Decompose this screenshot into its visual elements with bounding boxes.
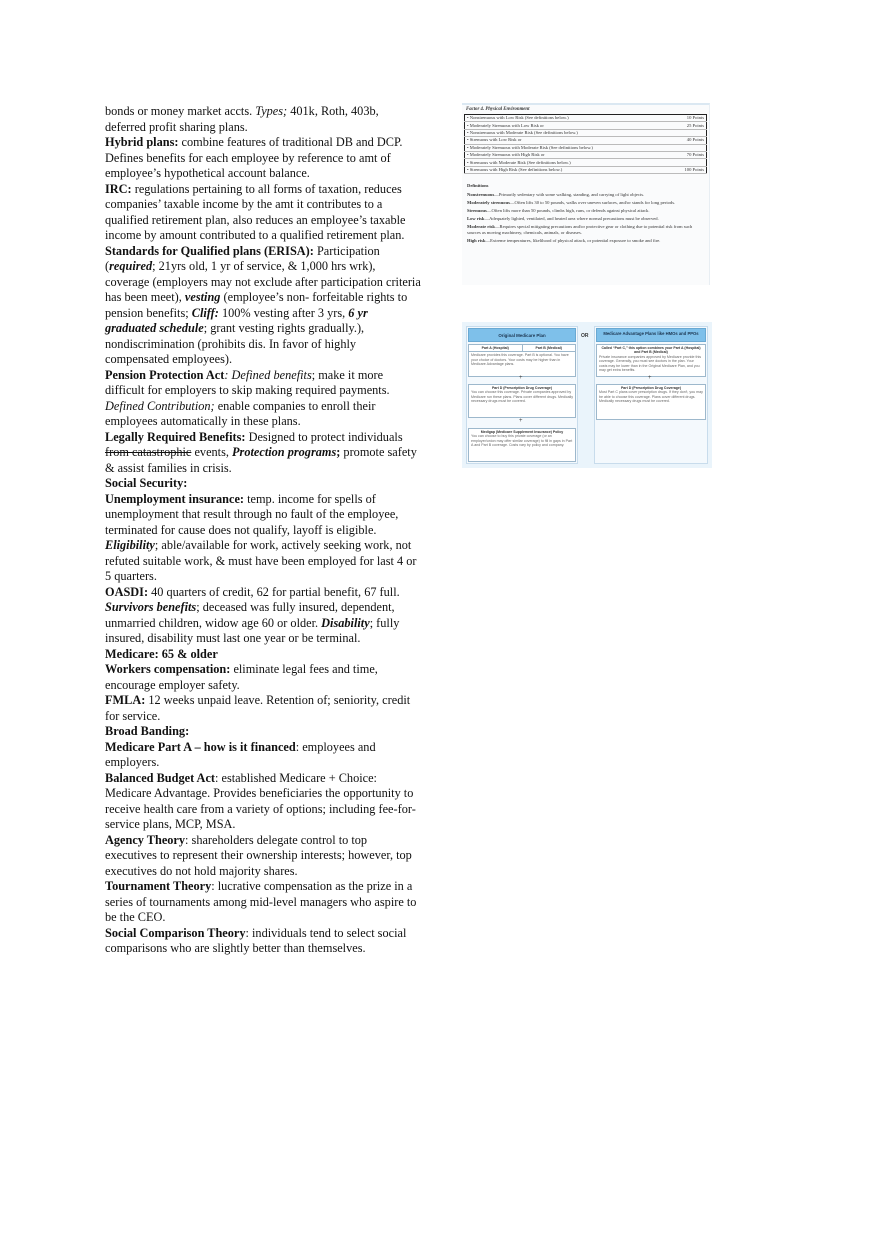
paragraph-fmla: FMLA: 12 weeks unpaid leave. Retention of; seniority, credit for service. bbox=[105, 693, 411, 723]
paragraph-savings-types: bonds or money market accts. Types; 401k, Roth, 403b, deferred profit sharing plans. bbox=[105, 104, 379, 134]
points-table bbox=[464, 114, 707, 174]
part-a-title: Part A (Hospital) bbox=[469, 345, 523, 351]
definition-term: Low risk bbox=[467, 216, 485, 222]
definition-item bbox=[467, 200, 707, 206]
row-label: • Moderately Strenuous with Moderate Risk (See definitions below.) bbox=[465, 144, 673, 151]
part-d-box-left bbox=[468, 384, 576, 418]
table-row bbox=[465, 137, 707, 144]
definition-term: Moderately strenuous bbox=[467, 200, 510, 206]
row-label: • Nonstrenuous with Low Risk (See definitions below.) bbox=[465, 115, 673, 122]
plus-sign: + bbox=[519, 375, 523, 381]
row-points: 10 Points bbox=[673, 115, 707, 122]
row-points: 40 Points bbox=[673, 137, 707, 144]
part-c-title: Called “Part C,” this option combines your Part A (Hospital) and Part B (Medical) bbox=[601, 346, 701, 355]
definition-item bbox=[467, 208, 707, 214]
paragraph-social-comparison-theory: Social Comparison Theory: individuals tend to select social comparisons who are slightly better than themselves. bbox=[105, 925, 407, 955]
paragraph-medicare-part-a: Medicare Part A – how is it financed: employees and employers. bbox=[105, 739, 376, 769]
paragraph-erisa: Standards for Qualified plans (ERISA): Participation (required; 21yrs old, 1 yr of service, & 1,000 hrs wrk), coverage (employers may not exclude after participation criteria has been meet), vesting (employee’s non- forfeitable rights to pension benefits; Cliff: 100% vesting after 3 yrs, 6 yr graduated schedule; grant vesting rights gradually.), nondiscrimination (prohibits dis. In favor of highly compensated employees). bbox=[105, 243, 421, 366]
definition-text: —Extreme temperatures, likelihood of physical attack, or potential exposure to smoke and fire. bbox=[485, 238, 661, 244]
row-label: • Strenuous with High Risk (See definitions below.) bbox=[465, 166, 673, 173]
paragraph-legally-required-benefits: Legally Required Benefits: Designed to protect individuals from catastrophic events, Protection programs; promote safety & assist families in crisis. bbox=[105, 429, 417, 475]
part-a-b-header-row bbox=[469, 345, 575, 352]
plus-sign: + bbox=[648, 375, 652, 381]
part-d-title-right: Part D (Prescription Drug Coverage) bbox=[620, 386, 682, 390]
notes-column bbox=[105, 104, 421, 957]
row-points: 100 Points bbox=[673, 166, 707, 173]
row-points: 25 Points bbox=[673, 122, 707, 129]
row-label: • Strenuous with Moderate Risk (See definitions below.) bbox=[465, 159, 673, 166]
part-a-b-box bbox=[468, 344, 576, 377]
definition-item bbox=[467, 216, 707, 222]
definition-item bbox=[467, 238, 707, 244]
definitions-title: Definitions bbox=[467, 183, 489, 189]
table-row bbox=[465, 159, 707, 166]
plus-sign: + bbox=[519, 418, 523, 424]
table-row bbox=[465, 166, 707, 173]
or-label: OR bbox=[581, 333, 589, 339]
heading-social-security: Social Security: bbox=[105, 476, 188, 490]
table-row bbox=[465, 129, 707, 136]
row-points: 70 Points bbox=[673, 151, 707, 158]
row-points bbox=[673, 144, 707, 151]
paragraph-irc: IRC: regulations pertaining to all forms of taxation, reduces companies’ taxable income by the amt it contributes to a qualified retirement plan, also reduces an employee’s taxable income by amount contributed to a qualified retirement plan. bbox=[105, 181, 406, 242]
table-row bbox=[465, 144, 707, 151]
part-d-box-right bbox=[596, 384, 706, 420]
paragraph-hybrid-plans: Hybrid plans: combine features of traditional DB and DCP. Defines benefits for each employee by reference to amt of employee’s hypothetical account balance. bbox=[105, 135, 403, 180]
row-label: • Moderately Strenuous with Low Risk or bbox=[465, 122, 673, 129]
medigap-body: You can choose to buy this private coverage (or an employer/union may offer similar coverage) to fill in gaps in Part A and Part B coverage. Costs vary by policy and company. bbox=[471, 434, 573, 448]
definition-text: —Primarily sedentary with some walking, standing, and carrying of light objects. bbox=[494, 192, 645, 198]
definitions-list bbox=[464, 192, 707, 244]
part-b-title: Part B (Medical) bbox=[535, 346, 562, 350]
row-label: • Strenuous with Low Risk or bbox=[465, 137, 673, 144]
heading-broad-banding: Broad Banding: bbox=[105, 724, 190, 738]
paragraph-workers-compensation: Workers compensation: eliminate legal fees and time, encourage employer safety. bbox=[105, 662, 378, 692]
medigap-title: Medigap (Medicare Supplement Insurance) Policy bbox=[480, 430, 564, 434]
definition-term: Moderate risk bbox=[467, 224, 495, 230]
row-label: • Moderately Strenuous with High Risk or bbox=[465, 151, 673, 158]
definition-item bbox=[467, 224, 707, 236]
table-row bbox=[465, 115, 707, 122]
row-label: • Nonstrenuous with Moderate Risk (See definitions below.) bbox=[465, 129, 673, 136]
definition-item bbox=[467, 192, 707, 198]
table-row bbox=[465, 151, 707, 158]
definition-term: Nonstrenuous bbox=[467, 192, 495, 198]
part-c-box bbox=[596, 344, 706, 377]
medigap-box bbox=[468, 428, 576, 462]
original-medicare-body: Medicare provides this coverage. Part B is optional. You have your choice of doctors. Your costs may be higher than in Medicare Advantage plans. bbox=[471, 353, 569, 367]
paragraph-balanced-budget-act: Balanced Budget Act: established Medicare + Choice: Medicare Advantage. Provides beneficiaries the opportunity to receive health care from a variety of options; including fee-for-service plans, MCP, MSA. bbox=[105, 770, 416, 831]
paragraph-pension-protection-act: Pension Protection Act: Defined benefits; make it more difficult for employers to skip making required payments. Defined Contribution; enable companies to enroll their employees automatically in these plans. bbox=[105, 367, 390, 428]
row-points bbox=[673, 129, 707, 136]
figure-caption: Factor 4. Physical Environment bbox=[466, 107, 530, 112]
medicare-advantage-body: Private insurance companies approved by Medicare provide this coverage. Generally, you must see doctors in the plan. Your costs may be lower than in the Original Medicare Plan, and you may get extra benefits. bbox=[599, 354, 702, 373]
definition-term: High risk bbox=[467, 238, 486, 244]
paragraph-oasdi: OASDI: 40 quarters of credit, 62 for partial benefit, 67 full. Survivors benefits; deceased was fully insured, dependent, unmarried children, widow age 60 or older. Disability; fully insured, disability must last one year or be terminal. bbox=[105, 584, 400, 645]
medicare-plans-figure bbox=[462, 322, 712, 468]
definition-term: Strenuous bbox=[467, 208, 487, 214]
definition-text: —Requires special mitigating precautions and/or protective gear or clothing due to potential risk from such sources as moving machinery, chemicals, animals, or diseases. bbox=[467, 224, 693, 236]
paragraph-tournament-theory: Tournament Theory: lucrative compensation as the prize in a series of tournaments among mid-level managers who aspire to be the CEO. bbox=[105, 879, 417, 924]
original-medicare-header: Original Medicare Plan bbox=[468, 328, 576, 342]
definition-text: —Often lifts 30 to 50 pounds, walks over uneven surfaces, and/or stands for long periods. bbox=[509, 200, 676, 206]
part-d-body-left: You can choose this coverage. Private companies approved by Medicare run these plans. Plans cover different drugs. Medically necessary drugs must be covered. bbox=[471, 390, 574, 404]
row-points bbox=[673, 159, 707, 166]
paragraph-agency-theory: Agency Theory: shareholders delegate control to top executives to represent their ownership interests; however, top executives do not hold majority shares. bbox=[105, 832, 412, 878]
part-d-body-right: Most Part C plans cover prescription drugs. If they don't, you may be able to choose this coverage. Plans cover different drugs. Medically necessary drugs must be covered. bbox=[599, 390, 703, 404]
part-d-title-left: Part D (Prescription Drug Coverage) bbox=[491, 386, 553, 390]
table-row bbox=[465, 122, 707, 129]
definition-text: —Often lifts more than 50 pounds, climbs high, runs, or defends against physical attack. bbox=[486, 208, 650, 214]
physical-environment-figure bbox=[462, 103, 710, 285]
definition-text: —Adequately lighted, ventilated, and heated area where normal precautions must be observed. bbox=[484, 216, 659, 222]
medicare-advantage-header: Medicare Advantage Plans like HMOs and PPOs bbox=[596, 328, 706, 342]
heading-medicare: Medicare: 65 & older bbox=[105, 646, 218, 661]
paragraph-unemployment-insurance: Unemployment insurance: temp. income for spells of unemployment that result through no fault of the employee, terminated for cause does not qualify, layoff is eligible. Eligibility; able/available for work, actively seeking work, not refuted suitable work, & must have been employed for last 4 or 5 quarters. bbox=[105, 491, 417, 583]
